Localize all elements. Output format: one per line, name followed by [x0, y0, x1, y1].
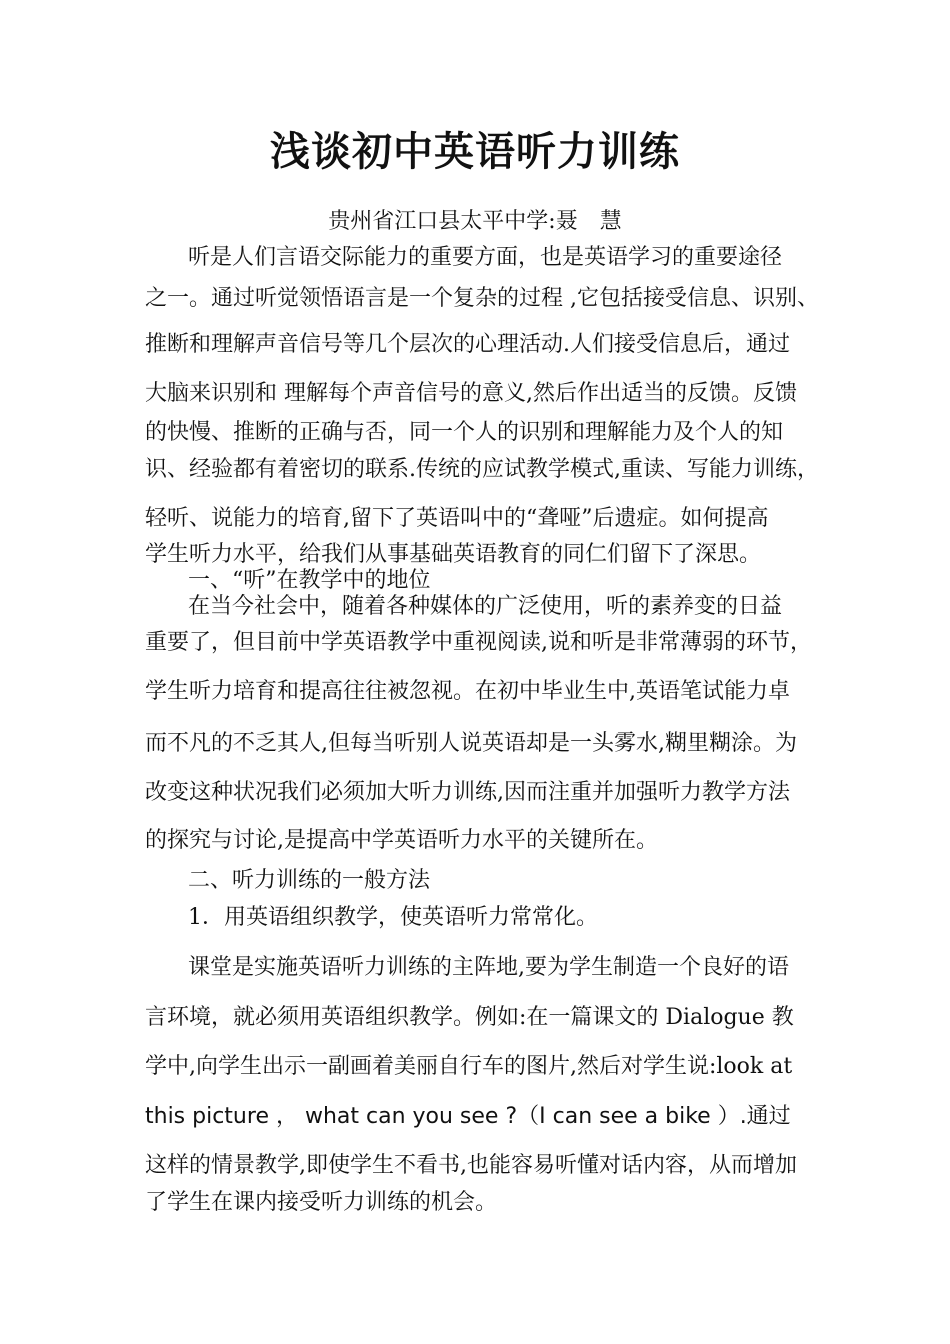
author-line: 贵州省江口县太平中学:聂 慧 [328, 209, 622, 234]
paragraph-line: 推断和理解声音信号等几个层次的心理活动.人们接受信息后，通过 [145, 332, 790, 357]
paragraph-line: 重要了，但目前中学英语教学中重视阅读,说和听是非常薄弱的环节， [145, 630, 812, 655]
paragraph-line: 言环境，就必须用英语组织教学。例如:在一篇课文的 Dialogue 教 [145, 1005, 794, 1030]
paragraph-line: 之一。通过听觉领悟语言是一个复杂的过程 ,它包括接受信息、识别、 [145, 286, 819, 311]
paragraph-line: 的探究与讨论,是提高中学英语听力水平的关键所在。 [145, 828, 658, 853]
paragraph-line: 在当今社会中，随着各种媒体的广泛使用，听的素养变的日益 [188, 594, 783, 619]
subsection-heading: 1．用英语组织教学，使英语听力常常化。 [188, 905, 598, 930]
section-heading: 一、“听”在教学中的地位 [188, 568, 431, 593]
paragraph-line: 学中,向学生出示一副画着美丽自行车的图片,然后对学生说:look at [145, 1054, 793, 1079]
paragraph-line: 识、经验都有着密切的联系.传统的应试教学模式,重读、写能力训练， [145, 457, 819, 482]
paragraph-line: 改变这种状况我们必须加大听力训练,因而注重并加强听力教学方法 [145, 780, 790, 805]
paragraph-line: 大脑来识别和 理解每个声音信号的意义,然后作出适当的反馈。反馈 [145, 381, 797, 406]
paragraph-line: 课堂是实施英语听力训练的主阵地,要为学生制造一个良好的语 [188, 955, 789, 980]
document-title: 浅谈初中英语听力训练 [270, 128, 680, 175]
paragraph-line: 学生听力水平，给我们从事基础英语教育的同仁们留下了深思。 [145, 542, 762, 567]
section-heading: 二、听力训练的一般方法 [188, 868, 431, 893]
paragraph-line: 轻听、说能力的培育,留下了英语叫中的“聋哑”后遗症。如何提高 [145, 506, 769, 531]
paragraph-line: 的快慢、推断的正确与否，同一个人的识别和理解能力及个人的知 [145, 420, 784, 445]
paragraph-line: 这样的情景教学,即使学生不看书,也能容易听懂对话内容，从而增加 [145, 1153, 797, 1178]
paragraph-line: this picture ， what can you see ?（I can see a bike ）.通过 [145, 1104, 791, 1129]
paragraph-line: 了学生在课内接受听力训练的机会。 [145, 1190, 498, 1215]
paragraph-line: 学生听力培育和提高往往被忽视。在初中毕业生中,英语笔试能力卓 [145, 679, 790, 704]
paragraph-line: 听是人们言语交际能力的重要方面，也是英语学习的重要途径 [188, 245, 783, 270]
paragraph-line: 而不凡的不乏其人,但每当听别人说英语却是一头雾水,糊里糊涂。为 [145, 731, 797, 756]
